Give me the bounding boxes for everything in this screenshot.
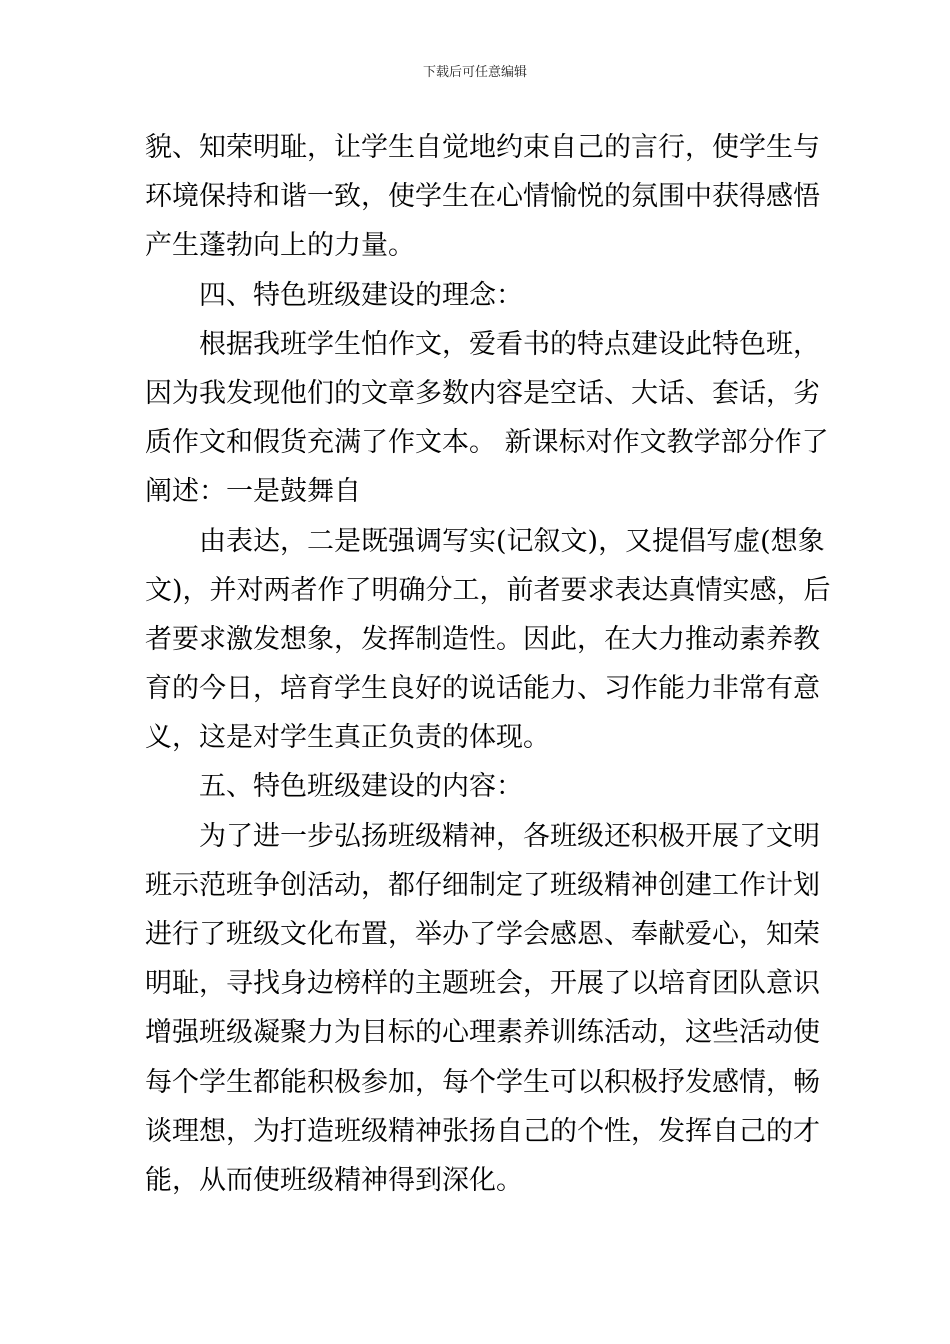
text-line: 由表达，二是既强调写实(记叙文)，又提倡写虚(想象 — [199, 525, 825, 557]
document-body — [145, 123, 831, 1205]
text-line: 质作文和假货充满了作文本。 新课标对作文教学部分作了 — [145, 427, 829, 459]
text-line: 明耻，寻找身边榜样的主题班会，开展了以培育团队意识 — [145, 968, 820, 1000]
section-heading: 五、特色班级建设的内容： — [199, 771, 523, 803]
page-header: 下载后可任意编辑 — [422, 65, 527, 80]
text-line: 班示范班争创活动，都仔细制定了班级精神创建工作计划 — [145, 869, 820, 901]
text-line: 进行了班级文化布置，举办了学会感恩、奉献爱心，知荣 — [145, 919, 820, 950]
text-line: 能，从而使班级精神得到深化。 — [145, 1164, 523, 1196]
text-line: 阐述：一是鼓舞自 — [145, 476, 361, 508]
text-line: 义，这是对学生真正负责的体现。 — [145, 722, 550, 754]
text-line: 者要求激发想象，发挥制造性。因此，在大力推动素养教 — [145, 623, 820, 655]
section-heading: 四、特色班级建设的理念： — [199, 279, 523, 311]
text-line: 谈理想，为打造班级精神张扬自己的个性，发挥自己的才 — [145, 1115, 820, 1147]
text-line: 根据我班学生怕作文，爱看书的特点建设此特色班， — [199, 328, 820, 360]
text-line: 增强班级凝聚力为目标的心理素养训练活动，这些活动使 — [145, 1017, 820, 1049]
text-line: 因为我发现他们的文章多数内容是空话、大话、套话，劣 — [145, 377, 820, 409]
text-line: 育的今日，培育学生良好的说话能力、习作能力非常有意 — [145, 673, 820, 705]
text-line: 每个学生都能积极参加，每个学生可以积极抒发感情，畅 — [145, 1066, 820, 1098]
text-line: 文)，并对两者作了明确分工，前者要求表达真情实感，后 — [145, 574, 831, 606]
text-line: 为了进一步弘扬班级精神，各班级还积极开展了文明 — [199, 820, 820, 852]
text-line: 环境保持和谐一致，使学生在心情愉悦的氛围中获得感悟 — [145, 181, 820, 213]
text-line: 貌、知荣明耻，让学生自觉地约束自己的言行，使学生与 — [145, 132, 820, 163]
text-line: 产生蓬勃向上的力量。 — [145, 230, 415, 262]
